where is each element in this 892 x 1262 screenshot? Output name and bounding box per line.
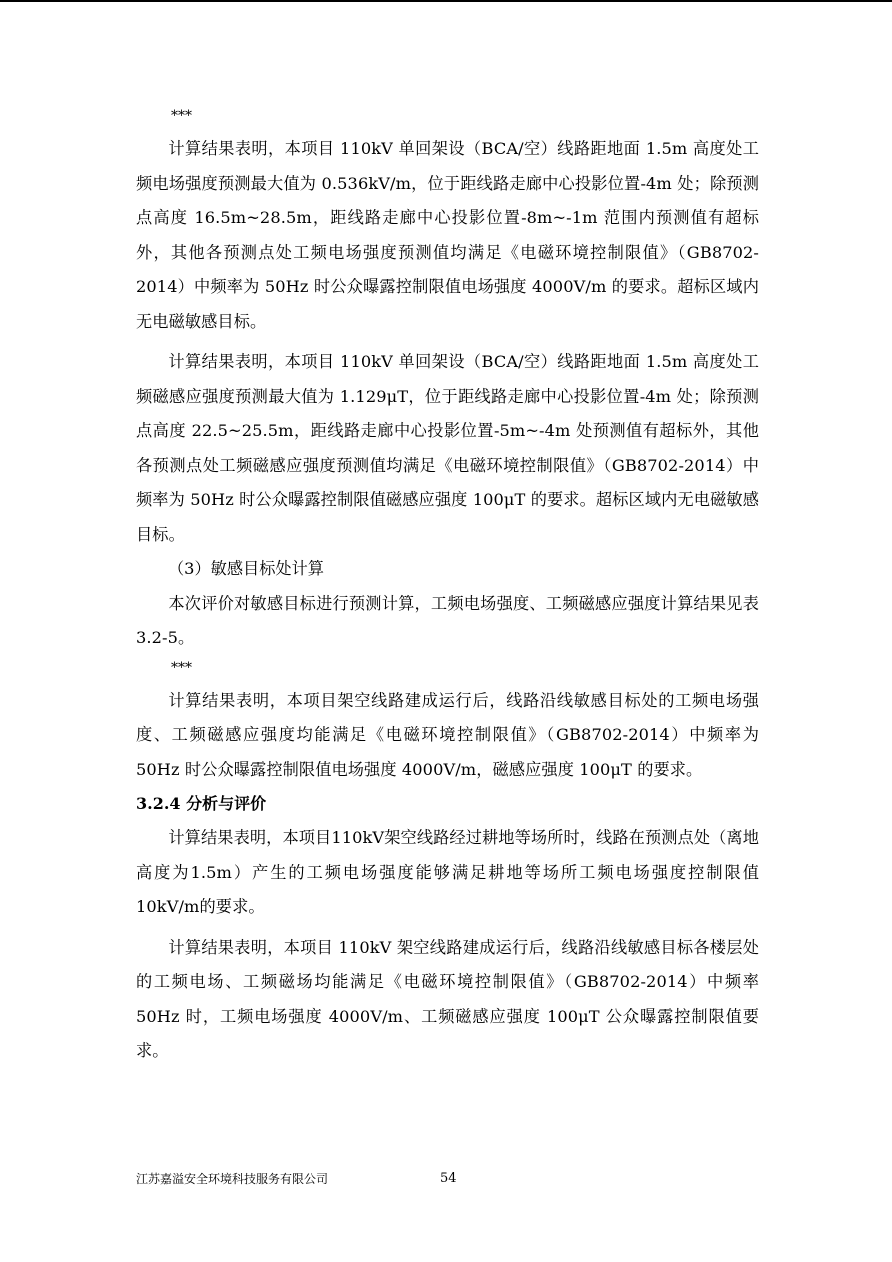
footer-company-name: 江苏嘉溢安全环境科技服务有限公司 (136, 1172, 329, 1186)
page-number: 54 (440, 1171, 457, 1186)
paragraph-sensitive-target-calc: 本次评价对敏感目标进行预测计算，工频电场强度、工频磁感应强度计算结果见表 3.2-5。 (136, 593, 759, 647)
subheading-sensitive-targets: （3）敏感目标处计算 (168, 559, 324, 578)
paragraph-overall-conclusion: 计算结果表明，本项目 110kV 架空线路建成运行后，线路沿线敏感目标各楼层处的工频电场、工频磁场均能满足《电磁环境控制限值》（GB8702-2014）中频率 50Hz 时，工频电场强度 4000V/m、工频磁感应强度 100μT 公众曝露控制限值要求。 (136, 937, 759, 1060)
paragraph-magnetic-field-result: 计算结果表明，本项目 110kV 单回架设（BCA/空）线路距地面 1.5m 高度处工频磁感应强度预测最大值为 1.129μT，位于距线路走廊中心投影位置-4m 处；除预测点高度 22.5~25.5m，距线路走廊中心投影位置-5m~-4m 处预测值有超标外，其他各预测点处工频磁感应强度预测值均满足《电磁环境控制限值》（GB8702-2014）中频率为 50Hz 时公众曝露控制限值磁感应强度 100μT 的要求。超标区域内无电磁敏感目标。 (136, 352, 759, 544)
paragraph-sensitive-target-result: 计算结果表明，本项目架空线路建成运行后，线路沿线敏感目标处的工频电场强度、工频磁感应强度均能满足《电磁环境控制限值》（GB8702-2014）中频率为 50Hz 时公众曝露控制限值电场强度 4000V/m，磁感应强度 100μT 的要求。 (136, 690, 759, 779)
top-border-line (0, 0, 892, 2)
paragraph-electric-field-result: 计算结果表明，本项目 110kV 单回架设（BCA/空）线路距地面 1.5m 高度处工频电场强度预测最大值为 0.536kV/m，位于距线路走廊中心投影位置-4m 处；除预测点高度 16.5m~28.5m，距线路走廊中心投影位置-8m~-1m 范围内预测值有超标外，其他各预测点处工频电场强度预测值均满足《电磁环境控制限值》（GB8702-2014）中频率为 50Hz 时公众曝露控制限值电场强度 4000V/m 的要求。超标区域内无电磁敏感目标。 (136, 139, 759, 331)
omitted-table-marker: *** (171, 659, 192, 676)
paragraph-farmland-result: 计算结果表明，本项目110kV架空线路经过耕地等场所时，线路在预测点处（离地高度为1.5m）产生的工频电场强度能够满足耕地等场所工频电场强度控制限值10kV/m的要求。 (136, 828, 759, 916)
document-body (136, 104, 759, 1069)
section-heading-analysis: 3.2.4 分析与评价 (136, 794, 267, 813)
omitted-table-marker: *** (171, 108, 192, 124)
